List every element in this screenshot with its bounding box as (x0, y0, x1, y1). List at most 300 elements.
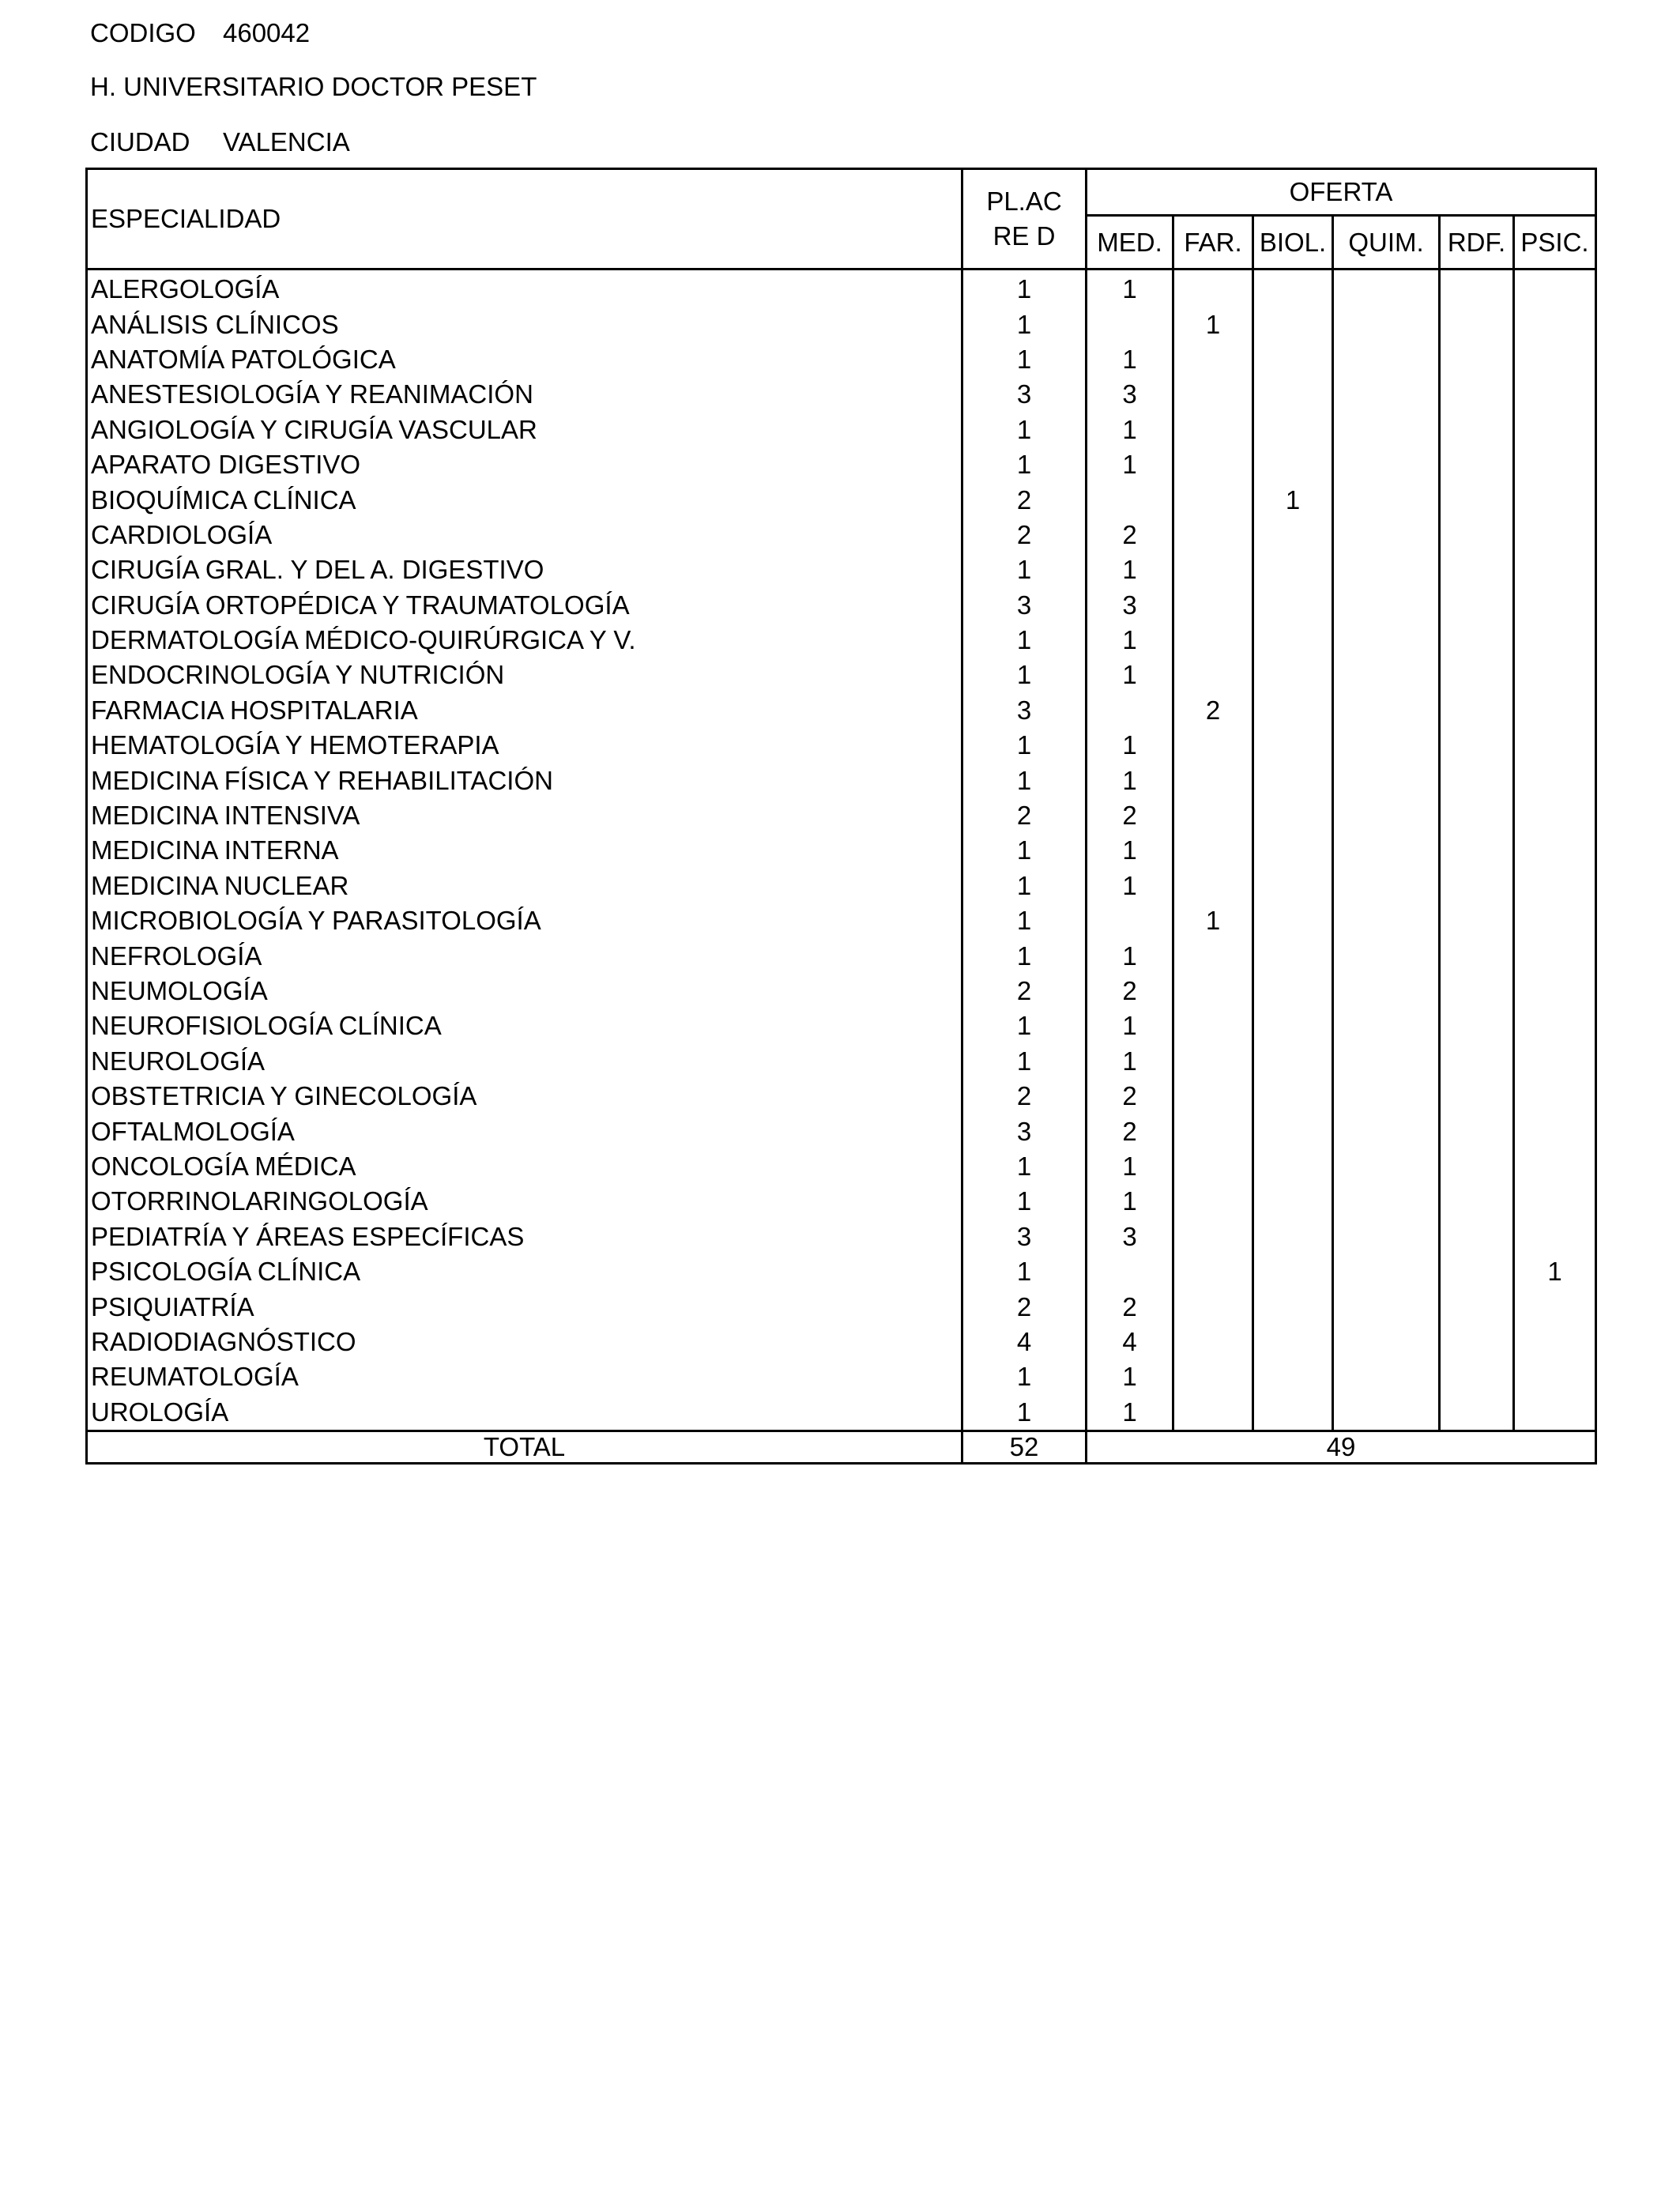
city-line (90, 126, 350, 158)
cell-med: 4 (1087, 1325, 1173, 1359)
table-row (87, 377, 1596, 412)
cell-name: UROLOGÍA (87, 1395, 962, 1431)
table-row (87, 270, 1596, 307)
cell-med: 1 (1087, 1149, 1173, 1184)
cell-far (1173, 1325, 1253, 1359)
cell-name: CIRUGÍA GRAL. Y DEL A. DIGESTIVO (87, 552, 962, 587)
cell-rdf (1440, 1325, 1514, 1359)
cell-biol (1253, 938, 1333, 973)
cell-quim (1333, 938, 1440, 973)
cell-quim (1333, 1395, 1440, 1431)
cell-name: APARATO DIGESTIVO (87, 447, 962, 482)
cell-pl: 1 (962, 1149, 1087, 1184)
cell-far (1173, 1254, 1253, 1289)
cell-name: ANATOMÍA PATOLÓGICA (87, 342, 962, 377)
cell-name: CARDIOLOGÍA (87, 518, 962, 552)
cell-quim (1333, 1079, 1440, 1114)
total-placred: 52 (962, 1431, 1087, 1463)
table-row (87, 552, 1596, 587)
cell-med: 2 (1087, 974, 1173, 1008)
cell-name: OTORRINOLARINGOLOGÍA (87, 1184, 962, 1219)
cell-far (1173, 1008, 1253, 1043)
table-row (87, 1079, 1596, 1114)
cell-rdf (1440, 693, 1514, 728)
cell-rdf (1440, 869, 1514, 903)
cell-quim (1333, 307, 1440, 341)
cell-quim (1333, 1220, 1440, 1254)
cell-name: MEDICINA NUCLEAR (87, 869, 962, 903)
cell-psic: 1 (1514, 1254, 1596, 1289)
cell-far (1173, 798, 1253, 833)
header-far: FAR. (1173, 216, 1253, 270)
table-row (87, 869, 1596, 903)
cell-psic (1514, 938, 1596, 973)
cell-far (1173, 1289, 1253, 1324)
cell-name: MEDICINA FÍSICA Y REHABILITACIÓN (87, 763, 962, 797)
table-row (87, 728, 1596, 763)
cell-biol (1253, 377, 1333, 412)
cell-psic (1514, 1079, 1596, 1114)
cell-far (1173, 270, 1253, 307)
cell-rdf (1440, 1149, 1514, 1184)
cell-pl: 1 (962, 938, 1087, 973)
cell-quim (1333, 833, 1440, 868)
cell-biol (1253, 623, 1333, 658)
cell-biol (1253, 763, 1333, 797)
cell-pl: 2 (962, 974, 1087, 1008)
cell-psic (1514, 798, 1596, 833)
cell-quim (1333, 518, 1440, 552)
cell-rdf (1440, 658, 1514, 692)
cell-far: 1 (1173, 307, 1253, 341)
cell-far (1173, 728, 1253, 763)
cell-rdf (1440, 1359, 1514, 1394)
cell-far: 1 (1173, 903, 1253, 938)
cell-name: ANGIOLOGÍA Y CIRUGÍA VASCULAR (87, 413, 962, 447)
table-row (87, 1008, 1596, 1043)
cell-psic (1514, 623, 1596, 658)
cell-quim (1333, 588, 1440, 623)
cell-name: ANESTESIOLOGÍA Y REANIMACIÓN (87, 377, 962, 412)
cell-psic (1514, 763, 1596, 797)
cell-rdf (1440, 1289, 1514, 1324)
header-especialidad: ESPECIALIDAD (87, 169, 962, 270)
cell-name: MEDICINA INTERNA (87, 833, 962, 868)
table-row (87, 974, 1596, 1008)
cell-quim (1333, 1114, 1440, 1148)
table-row (87, 1184, 1596, 1219)
cell-med: 1 (1087, 342, 1173, 377)
cell-name: ALERGOLOGÍA (87, 270, 962, 307)
cell-rdf (1440, 518, 1514, 552)
cell-quim (1333, 798, 1440, 833)
cell-name: PEDIATRÍA Y ÁREAS ESPECÍFICAS (87, 1220, 962, 1254)
cell-name: ANÁLISIS CLÍNICOS (87, 307, 962, 341)
cell-quim (1333, 693, 1440, 728)
table-row (87, 623, 1596, 658)
cell-pl: 1 (962, 869, 1087, 903)
cell-far (1173, 413, 1253, 447)
cell-pl: 1 (962, 658, 1087, 692)
cell-quim (1333, 728, 1440, 763)
cell-biol (1253, 658, 1333, 692)
cell-psic (1514, 1149, 1596, 1184)
cell-pl: 1 (962, 307, 1087, 341)
cell-rdf (1440, 270, 1514, 307)
cell-pl: 3 (962, 588, 1087, 623)
cell-name: BIOQUÍMICA CLÍNICA (87, 482, 962, 517)
cell-name: DERMATOLOGÍA MÉDICO-QUIRÚRGICA Y V. (87, 623, 962, 658)
cell-rdf (1440, 938, 1514, 973)
cell-psic (1514, 869, 1596, 903)
cell-far (1173, 974, 1253, 1008)
cell-psic (1514, 413, 1596, 447)
cell-med: 1 (1087, 869, 1173, 903)
cell-pl: 4 (962, 1325, 1087, 1359)
cell-pl: 2 (962, 482, 1087, 517)
cell-pl: 1 (962, 413, 1087, 447)
cell-biol (1253, 447, 1333, 482)
cell-biol (1253, 1008, 1333, 1043)
cell-rdf (1440, 377, 1514, 412)
cell-biol (1253, 1220, 1333, 1254)
cell-psic (1514, 342, 1596, 377)
cell-quim (1333, 1044, 1440, 1079)
cell-psic (1514, 833, 1596, 868)
cell-far (1173, 938, 1253, 973)
cell-med: 3 (1087, 377, 1173, 412)
cell-biol (1253, 833, 1333, 868)
cell-psic (1514, 1359, 1596, 1394)
cell-med: 1 (1087, 1359, 1173, 1394)
cell-rdf (1440, 798, 1514, 833)
cell-psic (1514, 307, 1596, 341)
cell-name: NEUROLOGÍA (87, 1044, 962, 1079)
cell-far (1173, 342, 1253, 377)
cell-name: NEFROLOGÍA (87, 938, 962, 973)
cell-med: 1 (1087, 938, 1173, 973)
cell-rdf (1440, 728, 1514, 763)
cell-rdf (1440, 1079, 1514, 1114)
table-row (87, 447, 1596, 482)
cell-psic (1514, 658, 1596, 692)
cell-psic (1514, 1044, 1596, 1079)
cell-far (1173, 1079, 1253, 1114)
cell-far (1173, 1044, 1253, 1079)
cell-name: NEUROFISIOLOGÍA CLÍNICA (87, 1008, 962, 1043)
table-row (87, 307, 1596, 341)
cell-med: 2 (1087, 518, 1173, 552)
cell-quim (1333, 552, 1440, 587)
cell-biol (1253, 693, 1333, 728)
cell-quim (1333, 342, 1440, 377)
cell-pl: 1 (962, 552, 1087, 587)
cell-biol (1253, 307, 1333, 341)
cell-biol (1253, 552, 1333, 587)
cell-name: CIRUGÍA ORTOPÉDICA Y TRAUMATOLOGÍA (87, 588, 962, 623)
cell-rdf (1440, 623, 1514, 658)
cell-med (1087, 1254, 1173, 1289)
cell-name: PSIQUIATRÍA (87, 1289, 962, 1324)
cell-pl: 1 (962, 1008, 1087, 1043)
cell-rdf (1440, 447, 1514, 482)
cell-biol (1253, 1044, 1333, 1079)
cell-quim (1333, 482, 1440, 517)
cell-psic (1514, 518, 1596, 552)
cell-psic (1514, 588, 1596, 623)
cell-med: 3 (1087, 1220, 1173, 1254)
cell-rdf (1440, 1114, 1514, 1148)
code-value: 460042 (223, 18, 311, 47)
cell-pl: 1 (962, 903, 1087, 938)
cell-quim (1333, 1254, 1440, 1289)
header-biol: BIOL. (1253, 216, 1333, 270)
cell-quim (1333, 270, 1440, 307)
header-quim: QUIM. (1333, 216, 1440, 270)
cell-biol (1253, 588, 1333, 623)
cell-pl: 1 (962, 1254, 1087, 1289)
cell-biol (1253, 728, 1333, 763)
table-row (87, 1220, 1596, 1254)
cell-biol (1253, 1289, 1333, 1324)
total-oferta: 49 (1087, 1431, 1596, 1463)
cell-name: NEUMOLOGÍA (87, 974, 962, 1008)
cell-name: RADIODIAGNÓSTICO (87, 1325, 962, 1359)
cell-rdf (1440, 342, 1514, 377)
cell-pl: 1 (962, 270, 1087, 307)
table-row (87, 342, 1596, 377)
cell-rdf (1440, 833, 1514, 868)
cell-psic (1514, 728, 1596, 763)
cell-psic (1514, 482, 1596, 517)
cell-psic (1514, 1184, 1596, 1219)
cell-psic (1514, 974, 1596, 1008)
cell-pl: 2 (962, 798, 1087, 833)
table-row (87, 1359, 1596, 1394)
cell-name: HEMATOLOGÍA Y HEMOTERAPIA (87, 728, 962, 763)
cell-psic (1514, 377, 1596, 412)
header-rdf: RDF. (1440, 216, 1514, 270)
cell-quim (1333, 1149, 1440, 1184)
cell-med: 1 (1087, 658, 1173, 692)
cell-med: 1 (1087, 763, 1173, 797)
table-row (87, 1114, 1596, 1148)
cell-name: OFTALMOLOGÍA (87, 1114, 962, 1148)
cell-med: 1 (1087, 728, 1173, 763)
total-label: TOTAL (87, 1431, 962, 1463)
cell-pl: 2 (962, 518, 1087, 552)
cell-pl: 1 (962, 447, 1087, 482)
cell-far (1173, 1220, 1253, 1254)
cell-biol (1253, 1359, 1333, 1394)
cell-quim (1333, 1359, 1440, 1394)
cell-biol (1253, 342, 1333, 377)
cell-psic (1514, 1008, 1596, 1043)
cell-quim (1333, 1289, 1440, 1324)
cell-med: 1 (1087, 1008, 1173, 1043)
cell-psic (1514, 693, 1596, 728)
table-row (87, 833, 1596, 868)
table-row (87, 1044, 1596, 1079)
table-row (87, 1149, 1596, 1184)
cell-med: 2 (1087, 1289, 1173, 1324)
cell-psic (1514, 1114, 1596, 1148)
city-value: VALENCIA (223, 127, 350, 156)
cell-psic (1514, 552, 1596, 587)
table-row (87, 588, 1596, 623)
cell-biol: 1 (1253, 482, 1333, 517)
table-row (87, 482, 1596, 517)
cell-name: PSICOLOGÍA CLÍNICA (87, 1254, 962, 1289)
cell-psic (1514, 1325, 1596, 1359)
cell-rdf (1440, 903, 1514, 938)
cell-med: 1 (1087, 1184, 1173, 1219)
cell-far (1173, 833, 1253, 868)
cell-med: 1 (1087, 413, 1173, 447)
cell-far (1173, 482, 1253, 517)
cell-biol (1253, 869, 1333, 903)
cell-pl: 1 (962, 1359, 1087, 1394)
cell-quim (1333, 903, 1440, 938)
cell-far (1173, 1114, 1253, 1148)
cell-quim (1333, 413, 1440, 447)
cell-med: 2 (1087, 1114, 1173, 1148)
cell-rdf (1440, 482, 1514, 517)
cell-quim (1333, 623, 1440, 658)
cell-med: 1 (1087, 270, 1173, 307)
cell-med: 3 (1087, 588, 1173, 623)
cell-med: 2 (1087, 798, 1173, 833)
cell-med (1087, 903, 1173, 938)
cell-far (1173, 1184, 1253, 1219)
cell-name: FARMACIA HOSPITALARIA (87, 693, 962, 728)
cell-name: REUMATOLOGÍA (87, 1359, 962, 1394)
cell-rdf (1440, 763, 1514, 797)
cell-far (1173, 763, 1253, 797)
cell-rdf (1440, 974, 1514, 1008)
cell-far (1173, 588, 1253, 623)
cell-pl: 3 (962, 1220, 1087, 1254)
table-row (87, 1395, 1596, 1431)
cell-quim (1333, 447, 1440, 482)
cell-far (1173, 377, 1253, 412)
cell-pl: 1 (962, 1044, 1087, 1079)
cell-name: OBSTETRICIA Y GINECOLOGÍA (87, 1079, 962, 1114)
table-row (87, 693, 1596, 728)
cell-pl: 1 (962, 1395, 1087, 1431)
cell-quim (1333, 377, 1440, 412)
cell-psic (1514, 447, 1596, 482)
table-row (87, 938, 1596, 973)
cell-pl: 1 (962, 763, 1087, 797)
table-row (87, 1325, 1596, 1359)
cell-name: MICROBIOLOGÍA Y PARASITOLOGÍA (87, 903, 962, 938)
code-line (90, 17, 310, 49)
cell-med (1087, 482, 1173, 517)
cell-med (1087, 307, 1173, 341)
table-row (87, 1254, 1596, 1289)
cell-name: MEDICINA INTENSIVA (87, 798, 962, 833)
cell-quim (1333, 1184, 1440, 1219)
cell-pl: 1 (962, 1184, 1087, 1219)
cell-psic (1514, 903, 1596, 938)
cell-rdf (1440, 1220, 1514, 1254)
header-oferta: OFERTA (1087, 169, 1596, 216)
cell-biol (1253, 1079, 1333, 1114)
cell-biol (1253, 974, 1333, 1008)
cell-biol (1253, 798, 1333, 833)
cell-biol (1253, 1184, 1333, 1219)
cell-quim (1333, 763, 1440, 797)
table-row (87, 1289, 1596, 1324)
table-row (87, 518, 1596, 552)
cell-biol (1253, 518, 1333, 552)
table-row (87, 903, 1596, 938)
cell-psic (1514, 1220, 1596, 1254)
cell-pl: 2 (962, 1079, 1087, 1114)
table-row (87, 798, 1596, 833)
total-row (87, 1431, 1596, 1463)
cell-far (1173, 658, 1253, 692)
cell-med: 1 (1087, 447, 1173, 482)
cell-rdf (1440, 307, 1514, 341)
cell-med: 1 (1087, 552, 1173, 587)
cell-far (1173, 1359, 1253, 1394)
cell-far (1173, 518, 1253, 552)
cell-rdf (1440, 413, 1514, 447)
cell-far (1173, 1149, 1253, 1184)
cell-rdf (1440, 1184, 1514, 1219)
cell-med (1087, 693, 1173, 728)
cell-quim (1333, 1008, 1440, 1043)
cell-quim (1333, 658, 1440, 692)
cell-med: 1 (1087, 833, 1173, 868)
cell-pl: 1 (962, 342, 1087, 377)
cell-quim (1333, 974, 1440, 1008)
table-row (87, 763, 1596, 797)
cell-biol (1253, 270, 1333, 307)
cell-biol (1253, 1325, 1333, 1359)
table-body (87, 270, 1596, 1431)
cell-pl: 1 (962, 728, 1087, 763)
header-placred: PL.ACRE D (962, 169, 1087, 270)
cell-biol (1253, 413, 1333, 447)
cell-far (1173, 869, 1253, 903)
cell-rdf (1440, 588, 1514, 623)
cell-quim (1333, 869, 1440, 903)
cell-biol (1253, 1254, 1333, 1289)
cell-biol (1253, 1149, 1333, 1184)
city-label: CIUDAD (90, 127, 190, 156)
cell-med: 1 (1087, 1395, 1173, 1431)
cell-med: 2 (1087, 1079, 1173, 1114)
cell-rdf (1440, 552, 1514, 587)
table-row (87, 658, 1596, 692)
cell-rdf (1440, 1254, 1514, 1289)
cell-med: 1 (1087, 623, 1173, 658)
cell-pl: 3 (962, 1114, 1087, 1148)
cell-biol (1253, 903, 1333, 938)
cell-rdf (1440, 1008, 1514, 1043)
specialties-table (85, 168, 1597, 1465)
cell-psic (1514, 270, 1596, 307)
cell-quim (1333, 1325, 1440, 1359)
cell-pl: 1 (962, 833, 1087, 868)
hospital-name: H. UNIVERSITARIO DOCTOR PESET (90, 72, 537, 101)
cell-psic (1514, 1289, 1596, 1324)
cell-rdf (1440, 1044, 1514, 1079)
cell-far (1173, 1395, 1253, 1431)
